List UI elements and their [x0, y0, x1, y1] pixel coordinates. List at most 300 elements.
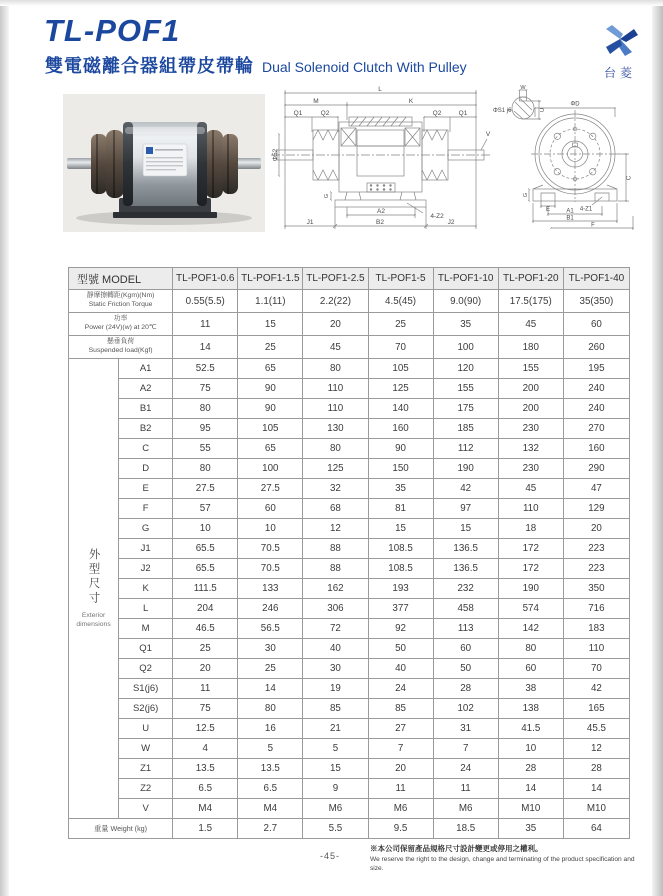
- weight-value-cell: 18.5: [433, 819, 498, 839]
- spec-value-cell: 25: [368, 313, 433, 336]
- spec-value-cell: 260: [563, 336, 629, 359]
- weight-value-cell: 9.5: [368, 819, 433, 839]
- dimension-name-cell: F: [119, 499, 173, 519]
- dimension-value-cell: 14: [238, 679, 303, 699]
- dimension-value-cell: 88: [303, 539, 368, 559]
- page-number: -45-: [319, 851, 340, 861]
- dimension-row: [69, 639, 630, 659]
- dim-label-q2-left: Q2: [320, 110, 330, 117]
- dimension-name-cell: C: [119, 439, 173, 459]
- spec-row: [69, 313, 630, 336]
- dimension-value-cell: 72: [303, 619, 368, 639]
- dimension-value-cell: 38: [498, 679, 563, 699]
- dimension-value-cell: 85: [368, 699, 433, 719]
- dimension-name-cell: B2: [119, 419, 173, 439]
- dimension-value-cell: 7: [368, 739, 433, 759]
- dimension-value-cell: 60: [498, 659, 563, 679]
- spec-value-cell: 70: [368, 336, 433, 359]
- dimension-value-cell: 47: [563, 479, 629, 499]
- spec-value-cell: 20: [303, 313, 368, 336]
- dimension-value-cell: 165: [563, 699, 629, 719]
- dimension-row: [69, 739, 630, 759]
- dimension-value-cell: 113: [433, 619, 498, 639]
- dimension-value-cell: 223: [563, 559, 629, 579]
- spec-value-cell: 45: [498, 313, 563, 336]
- dimension-value-cell: 155: [498, 359, 563, 379]
- dimension-value-cell: 46.5: [173, 619, 238, 639]
- dimension-name-cell: Z2: [119, 779, 173, 799]
- spec-value-cell: 9.0(90): [433, 290, 498, 313]
- dimension-row: [69, 439, 630, 459]
- dimension-value-cell: 120: [433, 359, 498, 379]
- dimension-row: [69, 679, 630, 699]
- dimension-value-cell: 92: [368, 619, 433, 639]
- weight-value-cell: 35: [498, 819, 563, 839]
- dimension-row: [69, 799, 630, 819]
- dimension-value-cell: 15: [433, 519, 498, 539]
- dimension-value-cell: 110: [303, 399, 368, 419]
- dimension-value-cell: 28: [433, 679, 498, 699]
- dimension-value-cell: 246: [238, 599, 303, 619]
- dimension-row: [69, 499, 630, 519]
- dimension-value-cell: 195: [563, 359, 629, 379]
- dimension-value-cell: 306: [303, 599, 368, 619]
- dimension-value-cell: 133: [238, 579, 303, 599]
- dimension-row: [69, 539, 630, 559]
- dimension-value-cell: 14: [563, 779, 629, 799]
- dimension-value-cell: 11: [433, 779, 498, 799]
- dimension-name-cell: G: [119, 519, 173, 539]
- dimension-value-cell: 193: [368, 579, 433, 599]
- spec-value-cell: 14: [173, 336, 238, 359]
- dimension-value-cell: 11: [173, 679, 238, 699]
- dimension-value-cell: 230: [498, 459, 563, 479]
- dimension-value-cell: 110: [498, 499, 563, 519]
- dimension-name-cell: L: [119, 599, 173, 619]
- dimension-row: [69, 719, 630, 739]
- dimension-value-cell: 19: [303, 679, 368, 699]
- dim-label-g-front: G: [523, 192, 529, 198]
- dimension-value-cell: 132: [498, 439, 563, 459]
- dimension-name-cell: S2(j6): [119, 699, 173, 719]
- dimension-value-cell: 40: [368, 659, 433, 679]
- dimension-value-cell: 25: [238, 659, 303, 679]
- dimension-value-cell: 35: [368, 479, 433, 499]
- spec-row: [69, 290, 630, 313]
- dimension-row: [69, 659, 630, 679]
- spec-value-cell: 1.1(11): [238, 290, 303, 313]
- company-logo: [591, 25, 649, 81]
- table-header-row: [69, 268, 630, 290]
- dimension-value-cell: M6: [303, 799, 368, 819]
- footnote: [370, 844, 648, 873]
- dimension-name-cell: M: [119, 619, 173, 639]
- dimension-name-cell: J1: [119, 539, 173, 559]
- dimension-row: [69, 459, 630, 479]
- dimension-value-cell: 20: [368, 759, 433, 779]
- dimension-value-cell: 136.5: [433, 559, 498, 579]
- dimension-value-cell: M6: [433, 799, 498, 819]
- dimension-value-cell: 230: [498, 419, 563, 439]
- dimension-value-cell: M6: [368, 799, 433, 819]
- spec-value-cell: 4.5(45): [368, 290, 433, 313]
- dimension-value-cell: 41.5: [498, 719, 563, 739]
- model-name-cell: TL-POF1-2.5: [303, 268, 368, 290]
- weight-value-cell: 2.7: [238, 819, 303, 839]
- footnote-english: We reserve the right to the design, change and terminating of the product specification and size.: [370, 855, 635, 872]
- page-subtitle: [45, 52, 467, 78]
- spec-table: [68, 267, 630, 839]
- dimension-name-cell: Z1: [119, 759, 173, 779]
- dimension-value-cell: 85: [303, 699, 368, 719]
- dimension-value-cell: 204: [173, 599, 238, 619]
- dimension-value-cell: 172: [498, 539, 563, 559]
- model-header-cell: 型號 MODEL: [69, 268, 173, 290]
- dimension-value-cell: 80: [173, 399, 238, 419]
- dimension-name-cell: Q1: [119, 639, 173, 659]
- dimension-value-cell: 716: [563, 599, 629, 619]
- dimension-name-cell: B1: [119, 399, 173, 419]
- dim-label-4z2: 4-Z2: [430, 213, 444, 220]
- dimension-value-cell: 13.5: [173, 759, 238, 779]
- weight-value-cell: 64: [563, 819, 629, 839]
- dimension-value-cell: 102: [433, 699, 498, 719]
- dimension-name-cell: U: [119, 719, 173, 739]
- dimension-value-cell: 80: [303, 359, 368, 379]
- dim-label-phis1: ΦS1 j6: [493, 108, 512, 114]
- dimension-value-cell: 160: [368, 419, 433, 439]
- dimension-value-cell: 60: [238, 499, 303, 519]
- dimension-value-cell: 90: [368, 439, 433, 459]
- dimension-value-cell: 70.5: [238, 539, 303, 559]
- dim-label-b2: B2: [376, 219, 384, 226]
- dimension-value-cell: M10: [498, 799, 563, 819]
- dimension-value-cell: 27: [368, 719, 433, 739]
- dimension-value-cell: 90: [238, 379, 303, 399]
- dimension-group-label-zh: 外型尺寸: [87, 548, 100, 607]
- dimension-value-cell: 90: [238, 399, 303, 419]
- weight-row: [69, 819, 630, 839]
- dim-label-phid: ΦD: [570, 101, 580, 108]
- dimension-value-cell: 129: [563, 499, 629, 519]
- dimension-value-cell: 31: [433, 719, 498, 739]
- dimension-value-cell: 110: [563, 639, 629, 659]
- dimension-value-cell: 108.5: [368, 539, 433, 559]
- dimension-value-cell: 75: [173, 699, 238, 719]
- dimension-value-cell: 100: [238, 459, 303, 479]
- dimension-value-cell: 6.5: [173, 779, 238, 799]
- weight-value-cell: 5.5: [303, 819, 368, 839]
- dimension-value-cell: 30: [238, 639, 303, 659]
- spec-value-cell: 25: [238, 336, 303, 359]
- dimension-value-cell: 12.5: [173, 719, 238, 739]
- dimension-value-cell: 57: [173, 499, 238, 519]
- dimension-row: [69, 479, 630, 499]
- dimension-value-cell: 65: [238, 359, 303, 379]
- dimension-value-cell: 70.5: [238, 559, 303, 579]
- dimension-value-cell: 60: [433, 639, 498, 659]
- dim-label-g-side: G: [324, 193, 330, 199]
- dimension-value-cell: 45.5: [563, 719, 629, 739]
- dimension-name-cell: K: [119, 579, 173, 599]
- dimension-name-cell: J2: [119, 559, 173, 579]
- dim-label-m: M: [313, 98, 319, 105]
- dimension-value-cell: 95: [173, 419, 238, 439]
- spec-value-cell: 17.5(175): [498, 290, 563, 313]
- dimension-name-cell: V: [119, 799, 173, 819]
- dim-label-q2-right: Q2: [432, 110, 442, 117]
- spec-value-cell: 100: [433, 336, 498, 359]
- dimension-value-cell: 105: [238, 419, 303, 439]
- dimension-row: [69, 379, 630, 399]
- dimension-value-cell: 65: [238, 439, 303, 459]
- spec-value-cell: 11: [173, 313, 238, 336]
- scan-edge-left: [0, 0, 9, 896]
- dimension-value-cell: 200: [498, 379, 563, 399]
- dimension-value-cell: 138: [498, 699, 563, 719]
- dimension-value-cell: 110: [303, 379, 368, 399]
- dimension-value-cell: 14: [498, 779, 563, 799]
- dimension-name-cell: W: [119, 739, 173, 759]
- dimension-value-cell: 162: [303, 579, 368, 599]
- scan-edge-top: [0, 0, 663, 6]
- product-photo: [63, 94, 265, 232]
- dimension-value-cell: 28: [498, 759, 563, 779]
- dimension-value-cell: 155: [433, 379, 498, 399]
- dimension-row: [69, 779, 630, 799]
- spec-row-label: 靜摩擦轉距(Kgm)(Nm) Static Friction Torque: [69, 290, 173, 313]
- dim-label-w: W: [520, 84, 526, 91]
- dimension-value-cell: 56.5: [238, 619, 303, 639]
- dimension-value-cell: 12: [563, 739, 629, 759]
- spec-value-cell: 60: [563, 313, 629, 336]
- dimension-value-cell: 24: [433, 759, 498, 779]
- dim-label-b1: B1: [566, 215, 574, 222]
- subtitle-english: Dual Solenoid Clutch With Pulley: [262, 59, 467, 75]
- dimension-value-cell: 50: [433, 659, 498, 679]
- dimension-value-cell: 18: [498, 519, 563, 539]
- dimension-row: [69, 399, 630, 419]
- dimension-value-cell: 9: [303, 779, 368, 799]
- dimension-value-cell: M4: [238, 799, 303, 819]
- dimension-value-cell: 125: [368, 379, 433, 399]
- dimension-value-cell: 88: [303, 559, 368, 579]
- dimension-value-cell: 15: [303, 759, 368, 779]
- dimension-value-cell: 108.5: [368, 559, 433, 579]
- dimension-value-cell: 50: [368, 639, 433, 659]
- dimension-name-cell: D: [119, 459, 173, 479]
- dimension-value-cell: 45: [498, 479, 563, 499]
- front-view-labels: [493, 85, 633, 229]
- model-name-cell: TL-POF1-20: [498, 268, 563, 290]
- side-view-drawing: [267, 84, 494, 234]
- dimension-name-cell: A1: [119, 359, 173, 379]
- dim-label-v: V: [485, 131, 491, 138]
- dimension-value-cell: 350: [563, 579, 629, 599]
- dim-label-phi52: Φ52: [272, 148, 279, 162]
- dimension-value-cell: 160: [563, 439, 629, 459]
- dimension-name-cell: Q2: [119, 659, 173, 679]
- pinwheel-logo-icon: [598, 25, 642, 57]
- spec-value-cell: 15: [238, 313, 303, 336]
- weight-value-cell: 1.5: [173, 819, 238, 839]
- dimension-value-cell: 11: [368, 779, 433, 799]
- dimension-value-cell: 140: [368, 399, 433, 419]
- dimension-name-cell: S1(j6): [119, 679, 173, 699]
- dimension-row: [69, 599, 630, 619]
- dimension-value-cell: 4: [173, 739, 238, 759]
- dimension-value-cell: 142: [498, 619, 563, 639]
- dimension-value-cell: 30: [303, 659, 368, 679]
- model-name-cell: TL-POF1-0.6: [173, 268, 238, 290]
- dimension-row: [69, 359, 630, 379]
- dimension-value-cell: 12: [303, 519, 368, 539]
- dimension-value-cell: 5: [238, 739, 303, 759]
- model-name-cell: TL-POF1-5: [368, 268, 433, 290]
- dimension-row: [69, 579, 630, 599]
- subtitle-chinese: 雙電磁離合器組帶皮帶輪: [45, 56, 254, 76]
- dim-label-j1: J1: [306, 219, 314, 226]
- dimension-row: [69, 519, 630, 539]
- dim-label-a1: A1: [566, 208, 574, 215]
- dimension-value-cell: 232: [433, 579, 498, 599]
- dimension-value-cell: 290: [563, 459, 629, 479]
- dimension-value-cell: 112: [433, 439, 498, 459]
- model-name-cell: TL-POF1-1.5: [238, 268, 303, 290]
- dim-label-j2: J2: [447, 219, 455, 226]
- dimension-value-cell: 27.5: [173, 479, 238, 499]
- dimension-value-cell: 15: [368, 519, 433, 539]
- dimension-value-cell: 125: [303, 459, 368, 479]
- dimension-value-cell: 70: [563, 659, 629, 679]
- dimension-value-cell: 21: [303, 719, 368, 739]
- dimension-value-cell: 240: [563, 379, 629, 399]
- dimension-value-cell: M10: [563, 799, 629, 819]
- dimension-value-cell: 458: [433, 599, 498, 619]
- dimension-value-cell: 27.5: [238, 479, 303, 499]
- dimension-value-cell: 270: [563, 419, 629, 439]
- dimension-value-cell: 52.5: [173, 359, 238, 379]
- dimension-value-cell: 20: [563, 519, 629, 539]
- spec-value-cell: 180: [498, 336, 563, 359]
- spec-value-cell: 35: [433, 313, 498, 336]
- dimension-name-cell: E: [119, 479, 173, 499]
- footnote-chinese: ※本公司保留產品規格尺寸設計變更或停用之權利。: [370, 844, 543, 853]
- dimension-value-cell: 68: [303, 499, 368, 519]
- dimension-row: [69, 559, 630, 579]
- dimension-value-cell: 20: [173, 659, 238, 679]
- dimension-value-cell: 65.5: [173, 539, 238, 559]
- dimension-value-cell: 80: [303, 439, 368, 459]
- dimension-name-cell: A2: [119, 379, 173, 399]
- spec-value-cell: 0.55(5.5): [173, 290, 238, 313]
- dimension-value-cell: 105: [368, 359, 433, 379]
- dimension-row: [69, 619, 630, 639]
- dimension-value-cell: 190: [498, 579, 563, 599]
- dimension-value-cell: 80: [173, 459, 238, 479]
- dimension-value-cell: 223: [563, 539, 629, 559]
- dimension-value-cell: 40: [303, 639, 368, 659]
- spec-value-cell: 35(350): [563, 290, 629, 313]
- spec-value-cell: 45: [303, 336, 368, 359]
- dimension-value-cell: 150: [368, 459, 433, 479]
- model-name-cell: TL-POF1-10: [433, 268, 498, 290]
- side-view-terminal-dots: [370, 184, 392, 190]
- dimension-value-cell: 42: [433, 479, 498, 499]
- dimension-value-cell: 136.5: [433, 539, 498, 559]
- dimension-value-cell: 97: [433, 499, 498, 519]
- dimension-value-cell: 10: [498, 739, 563, 759]
- dim-label-e: E: [545, 207, 551, 213]
- dimension-value-cell: 28: [563, 759, 629, 779]
- dim-label-4z1: 4-Z1: [579, 206, 593, 213]
- model-name-cell: TL-POF1-40: [563, 268, 629, 290]
- dim-label-f: F: [591, 222, 595, 229]
- dimension-value-cell: 55: [173, 439, 238, 459]
- dimension-group-label: [69, 359, 119, 819]
- dimension-value-cell: 175: [433, 399, 498, 419]
- side-view-labels: [272, 86, 491, 226]
- dim-label-q1-left: Q1: [293, 110, 303, 117]
- page-title: TL-POF1: [44, 13, 181, 48]
- dimension-row: [69, 699, 630, 719]
- dimension-value-cell: 200: [498, 399, 563, 419]
- spec-row: [69, 336, 630, 359]
- dimension-value-cell: 24: [368, 679, 433, 699]
- dimension-value-cell: 10: [173, 519, 238, 539]
- front-view-drawing: [493, 84, 661, 234]
- dimension-row: [69, 759, 630, 779]
- dimension-value-cell: 80: [238, 699, 303, 719]
- dimension-row: [69, 419, 630, 439]
- dimension-value-cell: 81: [368, 499, 433, 519]
- dimension-value-cell: 25: [173, 639, 238, 659]
- dimension-value-cell: 240: [563, 399, 629, 419]
- dimension-value-cell: 65.5: [173, 559, 238, 579]
- dimension-value-cell: M4: [173, 799, 238, 819]
- dimension-value-cell: 10: [238, 519, 303, 539]
- dimension-value-cell: 16: [238, 719, 303, 739]
- dim-label-k: K: [408, 98, 414, 105]
- dimension-value-cell: 6.5: [238, 779, 303, 799]
- spec-value-cell: 2.2(22): [303, 290, 368, 313]
- spec-row-label: 功率 Power (24V)(w) at 20℃: [69, 313, 173, 336]
- dimension-value-cell: 7: [433, 739, 498, 759]
- dimension-value-cell: 80: [498, 639, 563, 659]
- dim-label-c: C: [626, 175, 633, 181]
- dimension-value-cell: 172: [498, 559, 563, 579]
- dimension-group-label-en: Exterior dimensions: [76, 612, 111, 628]
- dimension-value-cell: 13.5: [238, 759, 303, 779]
- dim-label-q1-right: Q1: [458, 110, 468, 117]
- dimension-value-cell: 111.5: [173, 579, 238, 599]
- dimension-value-cell: 190: [433, 459, 498, 479]
- dimension-value-cell: 185: [433, 419, 498, 439]
- weight-row-label: 重量 Weight (kg): [69, 819, 173, 839]
- dimension-value-cell: 574: [498, 599, 563, 619]
- dimension-value-cell: 130: [303, 419, 368, 439]
- dimension-value-cell: 32: [303, 479, 368, 499]
- dim-label-u: U: [540, 108, 546, 112]
- dim-label-a2: A2: [377, 208, 385, 215]
- logo-text: 台菱: [603, 66, 636, 80]
- dimension-value-cell: 377: [368, 599, 433, 619]
- dimension-value-cell: 183: [563, 619, 629, 639]
- dimension-value-cell: 5: [303, 739, 368, 759]
- dimension-value-cell: 42: [563, 679, 629, 699]
- dimension-value-cell: 75: [173, 379, 238, 399]
- spec-row-label: 懸垂負荷 Suspended load(Kgf): [69, 336, 173, 359]
